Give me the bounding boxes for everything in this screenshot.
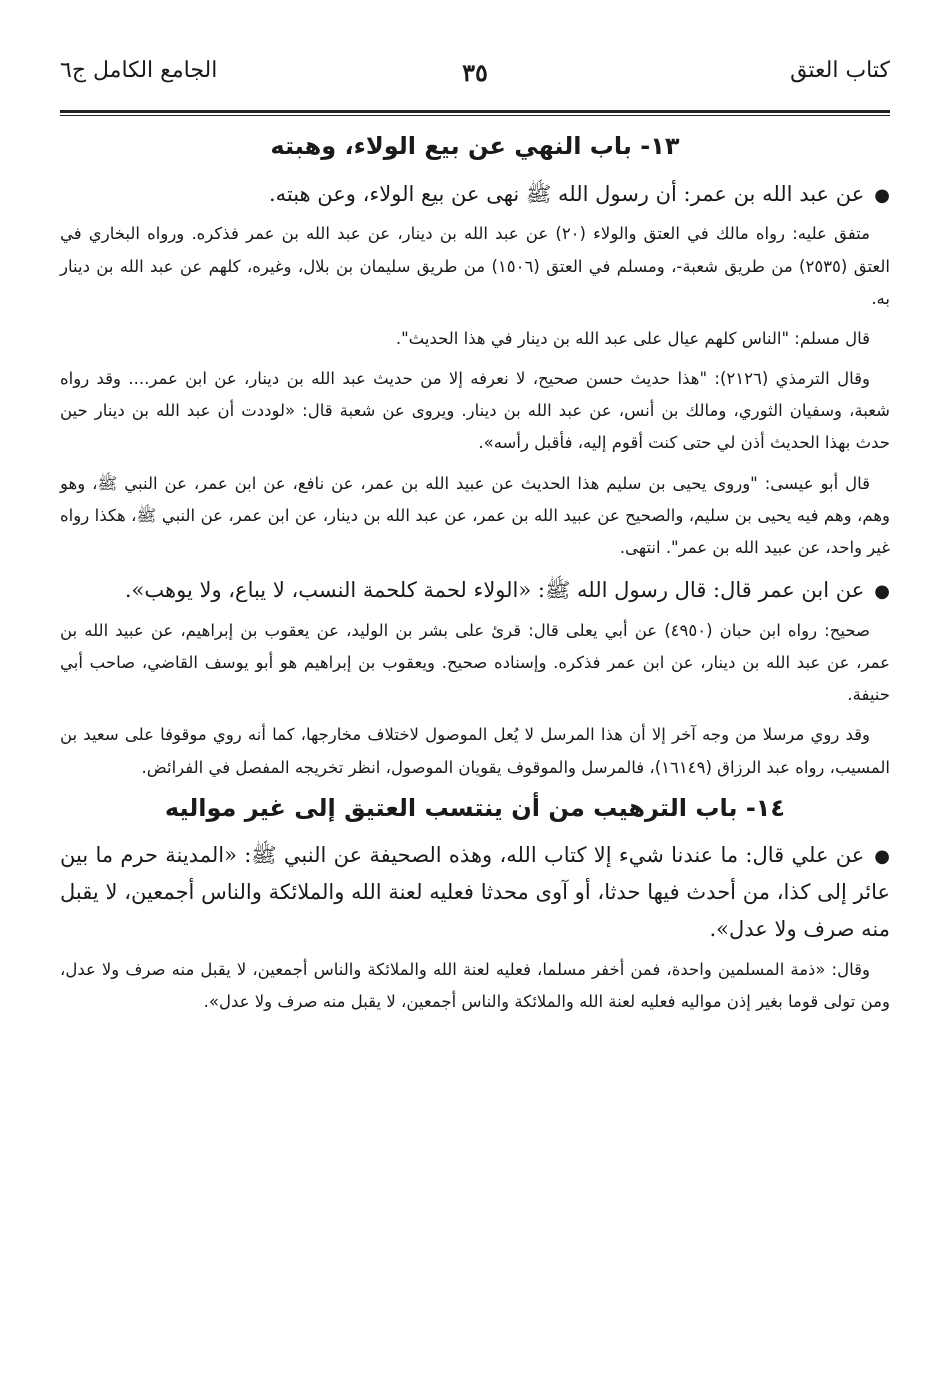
takhrij-note: قال مسلم: "الناس كلهم عيال على عبد الله بن دينار في هذا الحديث". (395, 328, 870, 348)
book-page (60, 50, 890, 1026)
running-header (60, 50, 890, 110)
header-rule-thin (60, 115, 890, 116)
page-number: ٣٥ (462, 58, 488, 87)
takhrij-note: وقد روي مرسلا من وجه آخر إلا أن هذا المرسل لا يُعل الموصول لاختلاف مخارجها، كما أنه روي موقوفا على سعيد بن المسيب، رواه عبد الرزاق (١٦١٤٩)، فالمرسل والموقوف يقويان الموصول، انظر تخريجه المفصل في الفرائض. (60, 725, 890, 777)
chapter-14-hadith-1 (60, 837, 890, 947)
takhrij-note: متفق عليه: رواه مالك في العتق والولاء (٢٠) عن عبد الله بن دينار، عن عبد الله بن عمر فذكره. ورواه البخاري في العتق (٢٥٣٥) من طريق شعبة-، ومسلم في العتق (١٥٠٦) من طريق سليمان بن بلال، وغيره، كلهم عن عبد الله بن دينار به. (60, 224, 891, 308)
header-book-title: كتاب العتق (790, 58, 890, 83)
bullet-icon: ● (874, 184, 890, 206)
takhrij-note: صحيح: رواه ابن حبان (٤٩٥٠) عن أبي يعلى قال: قرئ على بشر بن الوليد، عن يعقوب بن إبراهيم، عن عبيد الله بن عمر، عن عبد الله بن دينار، عن ابن عمر فذكره. وإسناده صحيح. ويعقوب بن إبراهيم هو أبو يوسف القاضي، صاحب أبي حنيفة. (60, 620, 890, 705)
takhrij-note: وقال: «ذمة المسلمين واحدة، فمن أخفر مسلما، فعليه لعنة الله والملائكة والناس أجمعين، لا يقبل منه صرف ولا عدل، ومن تولى قوما بغير إذن مواليه فعليه لعنة الله والملائكة والناس أجمعين، لا يقبل منه صرف ولا عدل». (60, 959, 890, 1011)
hadith-text: عن علي قال: ما عندنا شيء إلا كتاب الله، وهذه الصحيفة عن النبي ﷺ: «المدينة حرم ما بين عائر إلى كذا، من أحدث فيها حدثا، أو آوى محدثا فعليه لعنة الله والملائكة والناس أجمعين، لا يقبل منه صرف ولا عدل». (60, 843, 890, 941)
hadith-text: عن ابن عمر قال: قال رسول الله ﷺ: «الولاء لحمة كلحمة النسب، لا يباع، ولا يوهب». (124, 578, 865, 603)
chapter-14-title: ١٤- باب الترهيب من أن ينتسب العتيق إلى غير مواليه (164, 793, 786, 822)
bullet-icon: ● (874, 581, 890, 603)
chapter-13-hadith-1 (60, 176, 890, 213)
bullet-icon: ● (874, 846, 890, 868)
header-rule-thick (60, 110, 890, 113)
hadith-text: عن عبد الله بن عمر: أن رسول الله ﷺ نهى عن بيع الولاء، وعن هبته. (268, 181, 865, 206)
takhrij-note: وقال الترمذي (٢١٢٦): "هذا حديث حسن صحيح، لا نعرفه إلا من حديث عبد الله بن دينار، عن ابن عمر.... وقد رواه شعبة، وسفيان الثوري، ومالك بن أنس، عن عبد الله بن دينار. ويروى عن شعبة قال: «لوددت أن عبد الله بن دينار حين حدث بهذا الحديث أذن لي حتى كنت أقوم إليه، فأقبل رأسه». (60, 369, 890, 453)
header-volume: الجامع الكامل ج٦ (60, 58, 218, 83)
chapter-13-hadith-2 (60, 572, 890, 609)
takhrij-note: قال أبو عيسى: "وروى يحيى بن سليم هذا الحديث عن عبيد الله بن عمر، عن نافع، عن ابن عمر، عن النبي ﷺ، وهو وهم، وهم فيه يحيى بن سليم، والصحيح عن عبيد الله بن عمر، عن عبد الله بن دينار، عن ابن عمر، عن النبي ﷺ، هكذا رواه غير واحد، عن عبيد الله بن عمر". انتهى. (60, 473, 890, 557)
chapter-13-title: ١٣- باب النهي عن بيع الولاء، وهبته (270, 132, 680, 160)
